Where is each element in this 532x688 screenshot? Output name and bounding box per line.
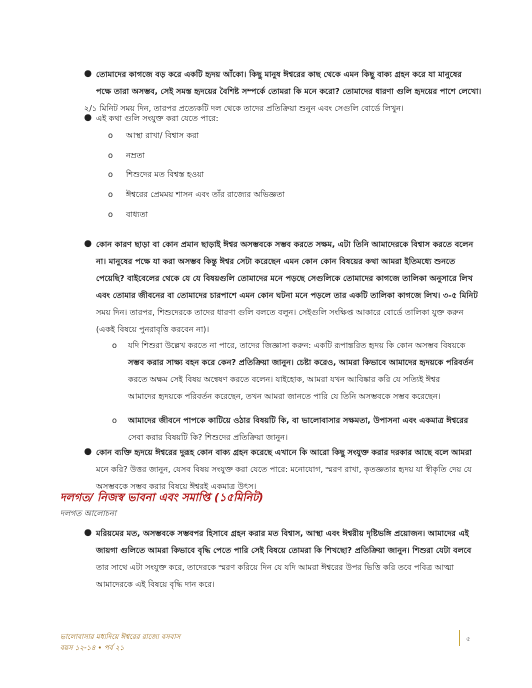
sub-paragraph-transformed-heart	[128, 337, 473, 405]
text-line: সম্ভব করার সাক্ষ্য বহন করে কেন? প্রতিক্রিয়া জানুন। চেষ্টা করেও, আমরা কিভাবে আমাদের হৃদয়কে পরিবর্তন	[128, 358, 474, 367]
text-line: কোন কারণ ছাড়া বা কোন প্রমান ছাড়াই ঈশ্বর অসম্ভবকে সম্ভব করতে সক্ষম, এটা তিনি আমাদেরকে বিশ্বাস করতে বলেন	[96, 240, 474, 249]
text-line: অসম্ভবকে সম্ভব করার বিষয়ে ঈশ্বরই একমাত্র উৎস।	[96, 482, 257, 491]
circle-bullet-icon: o	[108, 210, 113, 219]
text-line: এই কথা গুলি সংযুক্ত করা যেতে পারে:	[96, 114, 219, 123]
footer-age-lesson: বয়স ১২-১৪ • পর্ব ২১	[60, 644, 125, 652]
text-line: করতে অক্ষম সেই বিষয় অন্বেষণ করতে বলেন। যাইহোক, আমরা যখন আবিষ্কার করি যে সত্যিই ঈশ্বর	[128, 375, 440, 384]
text-line: তোমাদের কাগজে বড় করে একটি হৃদয় আঁকো। কিছু মানুষ ঈশ্বরের কাছ থেকে এমন কিছু বাক্য গ্রহন করে যা মানুষের	[96, 70, 462, 79]
list-item: আস্থা রাখা/ বিশ্বাস করা	[126, 131, 199, 140]
list-intro	[96, 110, 219, 127]
sub-paragraph-overcoming-sin	[128, 412, 468, 446]
footer-divider	[459, 630, 460, 646]
bullet-icon: ●	[84, 113, 92, 123]
bullet-icon: ●	[84, 528, 92, 538]
paragraph-mary	[96, 525, 471, 593]
bullet-icon: ●	[84, 69, 92, 79]
text-line: পক্ষে তারা অসম্ভব, সেই সমস্ত হৃদয়ের বৈশিষ্ট সম্পর্কে তোমরা কি মনে করো? তোমাদের ধারণা গুলি হৃদয়ের পাশে লেখো।	[96, 87, 482, 96]
page-number: ৫	[466, 635, 471, 643]
paragraph-add-more	[96, 444, 472, 495]
text-line: যদি শিশুরা উল্লেখ করতে না পারে, তাদের জিজ্ঞাসা করুন: একটি রূপান্তরিত হৃদয় কি কোন অসম্ভব বিষয়কে	[128, 341, 466, 350]
list-item: নম্রতা	[126, 151, 145, 160]
text-line: জায়গা গুলিতে আমরা কিভাবে বৃদ্ধি পেতে পারি সেই বিষয়ে তোমরা কি শিখছো? প্রতিক্রিয়া জানুন। শিশুরা যেটা বলবে	[96, 546, 472, 555]
text-line: আমাদের জীবনে পাপকে কাটিয়ে ওঠার বিষয়টি কি, বা ভালোবাসার সক্ষমতা, উপাসনা এবং একমাত্র ঈশ্বরের	[128, 416, 469, 425]
circle-bullet-icon: o	[108, 170, 113, 179]
circle-bullet-icon: o	[108, 151, 113, 160]
text-line: ২/১ মিনিট সময় দিন, তারপর প্রত্যেকটি দল থেকে তাদের প্রতিক্রিয়া শুনুন এবং সেগুলি বোর্ডে লিখুন।	[84, 104, 404, 113]
circle-bullet-icon: o	[112, 416, 117, 425]
text-line: মরিয়মের মত, অসম্ভবকে সম্ভবপর হিসাবে গ্রহন করার মত বিশ্বাস, আস্থা এবং ঈশ্বরীয় দৃষ্টিভঙ্গি প্রয়োজন। আমাদের এই	[96, 529, 469, 538]
text-line: তার সাথে এটা সংযুক্ত করে, তাদেরকে স্মরণ করিয়ে দিন যে যদি আমরা ঈশ্বরের উপর ভিত্তি করি তবে পবিত্র আত্মা	[96, 563, 454, 572]
list-item: ঈশ্বরের প্রেমময় শাসন এবং তাঁর রাজ্যের অভিজ্ঞতা	[126, 190, 285, 199]
footer-course-info	[60, 632, 180, 654]
circle-bullet-icon: o	[108, 190, 113, 199]
text-line: না। মানুষের পক্ষে যা করা অসম্ভব কিন্তু ঈশ্বর সেটা করেছেন এমন কোন কোন বিষয়ের কথা আমরা ইতিমধ্যে শুনতে	[96, 257, 456, 266]
circle-bullet-icon: o	[112, 341, 117, 350]
list-item: শিশুদের মত বিশ্বস্ত হওয়া	[126, 170, 204, 179]
text-line: (একই বিষয়ে পুনরাবৃত্তি করবেন না)।	[96, 325, 210, 334]
section-subheading: দলগত আলোচনা	[60, 509, 117, 518]
text-line: পেয়েছি? বাইবেলের থেকে যে যে বিষয়গুলি তোমাদের মনে পড়ছে সেগুলিকে তোমাদের কাগজে তালিকা অনুসারে লিখ	[96, 274, 473, 283]
list-item: বাধ্যতা	[126, 210, 148, 219]
paragraph-heart-activity	[96, 66, 481, 100]
text-line: সেবা করার বিষয়টি কি? শিশুদের প্রতিক্রিয়া জানুন।	[128, 433, 288, 442]
text-line: কোন ব্যক্তি হৃদয়ে ঈশ্বরের দুরূহ কোন বাক্য গ্রহন করেছে এখানে কি আরো কিছু সংযুক্ত করার দরকার আছে বলে আমরা	[96, 448, 472, 457]
text-line: এবং তোমার জীবনের বা তোমাদের চারপাশে এমন কোন ঘটনা মনে পড়লে তার একটি তালিকা কাগজে লিখ। ৩-৫ মিনিট	[96, 291, 478, 300]
paragraph-impossible	[96, 236, 478, 338]
bullet-icon: ●	[84, 447, 92, 457]
section-heading: দলগত/ নিজস্ব ভাবনা এবং সমাপ্তি (১৫মিনিট)	[60, 491, 264, 504]
text-line: আমাদের হৃদয়কে পরিবর্তন করেছেন, তখন আমরা জানতে পারি যে তিনি অসম্ভবকে সম্ভব করেছেন।	[128, 392, 441, 401]
footer-title: ভালোবাসার মধ্যদিয়ে ঈশ্বরের রাজ্যে বসবাস	[60, 633, 181, 641]
text-line: আমাদেরকে এই বিষয়ে বৃদ্ধি দান করে।	[96, 580, 215, 589]
text-line: সময় দিন। তারপর, শিশুদেরকে তাদের ধারণা গুলি বলতে বলুন। সেইগুলি সংক্ষিপ্ত আকারে বোর্ডে তালিকা যুক্ত করুন	[96, 308, 464, 317]
text-line: মনে করি? উত্তর জানুন, যেসব বিষয় সংযুক্ত করা যেতে পারে: মনোযোগ, স্মরণ রাখা, কৃতজ্ঞতার হৃদয় যা স্বীকৃতি দেয় যে	[96, 465, 472, 474]
circle-bullet-icon: o	[108, 131, 113, 140]
bullet-icon: ●	[84, 239, 92, 249]
